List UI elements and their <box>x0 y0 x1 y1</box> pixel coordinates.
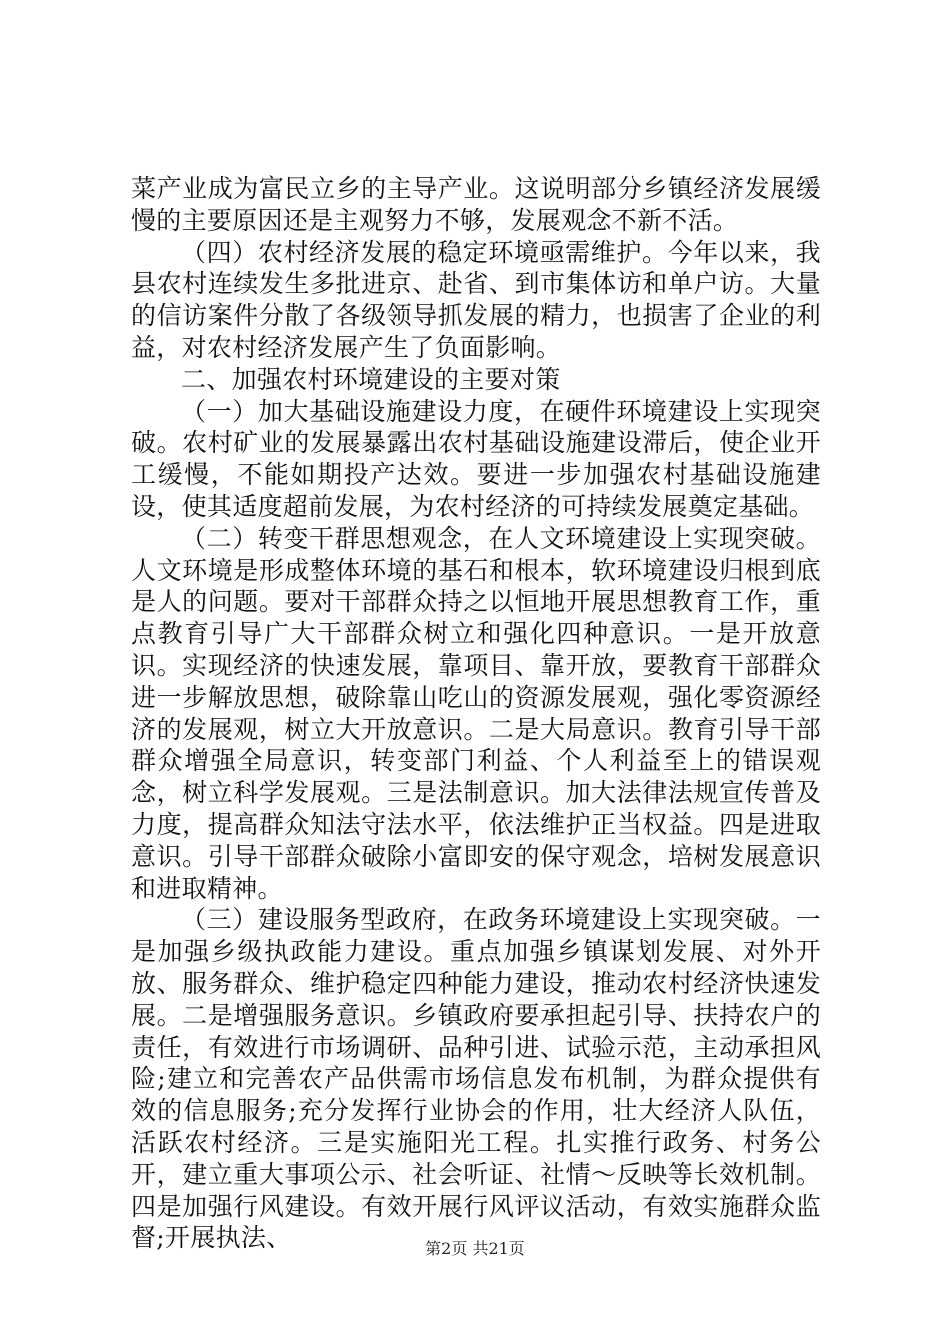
paragraph-measure-1: （一）加大基础设施建设力度，在硬件环境建设上实现突破。农村矿业的发展暴露出农村基础设施建设滞后，使企业开工缓慢，不能如期投产达效。要进一步加强农村基础设施建设，使其适度超前发展，为农村经济的可持续发展奠定基础。 <box>131 396 821 521</box>
paragraph-measure-3: （三）建设服务型政府，在政务环境建设上实现突破。一是加强乡级执政能力建设。重点加强乡镇谋划发展、对外开放、服务群众、维护稳定四种能力建设，推动农村经济快速发展。二是增强服务意识。乡镇政府要承担起引导、扶持农户的责任，有效进行市场调研、品种引进、试验示范，主动承担风险;建立和完善农产品供需市场信息发布机制，为群众提供有效的信息服务;充分发挥行业协会的作用，壮大经济人队伍，活跃农村经济。三是实施阳光工程。扎实推行政务、村务公开，建立重大事项公示、社会听证、社情～反映等长效机制。四是加强行风建设。有效开展行风评议活动，有效实施群众监督;开展执法、 <box>131 905 821 1253</box>
page-footer <box>0 1239 950 1259</box>
page-number-label: 第2页 共21页 <box>425 1239 525 1258</box>
paragraph-section-4: （四）农村经济发展的稳定环境亟需维护。今年以来，我县农村连续发生多批进京、赴省、到市集体访和单户访。大量的信访案件分散了各级领导抓发展的精力，也损害了企业的利益，对农村经济发展产生了负面影响。 <box>131 237 821 362</box>
document-body <box>131 173 821 1254</box>
paragraph-continuation: 菜产业成为富民立乡的主导产业。这说明部分乡镇经济发展缓慢的主要原因还是主观努力不够，发展观念不新不活。 <box>131 174 821 235</box>
section-heading: 二、加强农村环境建设的主要对策 <box>181 364 561 394</box>
paragraph-measure-2: （二）转变干群思想观念，在人文环境建设上实现突破。人文环境是形成整体环境的基石和根本，软环境建设归根到底是人的问题。要对干部群众持之以恒地开展思想教育工作，重点教育引导广大干部群众树立和强化四种意识。一是开放意识。实现经济的快速发展，靠项目、靠开放，要教育干部群众进一步解放思想，破除靠山吃山的资源发展观，强化零资源经济的发展观，树立大开放意识。二是大局意识。教育引导干部群众增强全局意识，转变部门利益、个人利益至上的错误观念，树立科学发展观。三是法制意识。加大法律法规宣传普及力度，提高群众知法守法水平，依法维护正当权益。四是进取意识。引导干部群众破除小富即安的保守观念，培树发展意识和进取精神。 <box>131 523 821 903</box>
